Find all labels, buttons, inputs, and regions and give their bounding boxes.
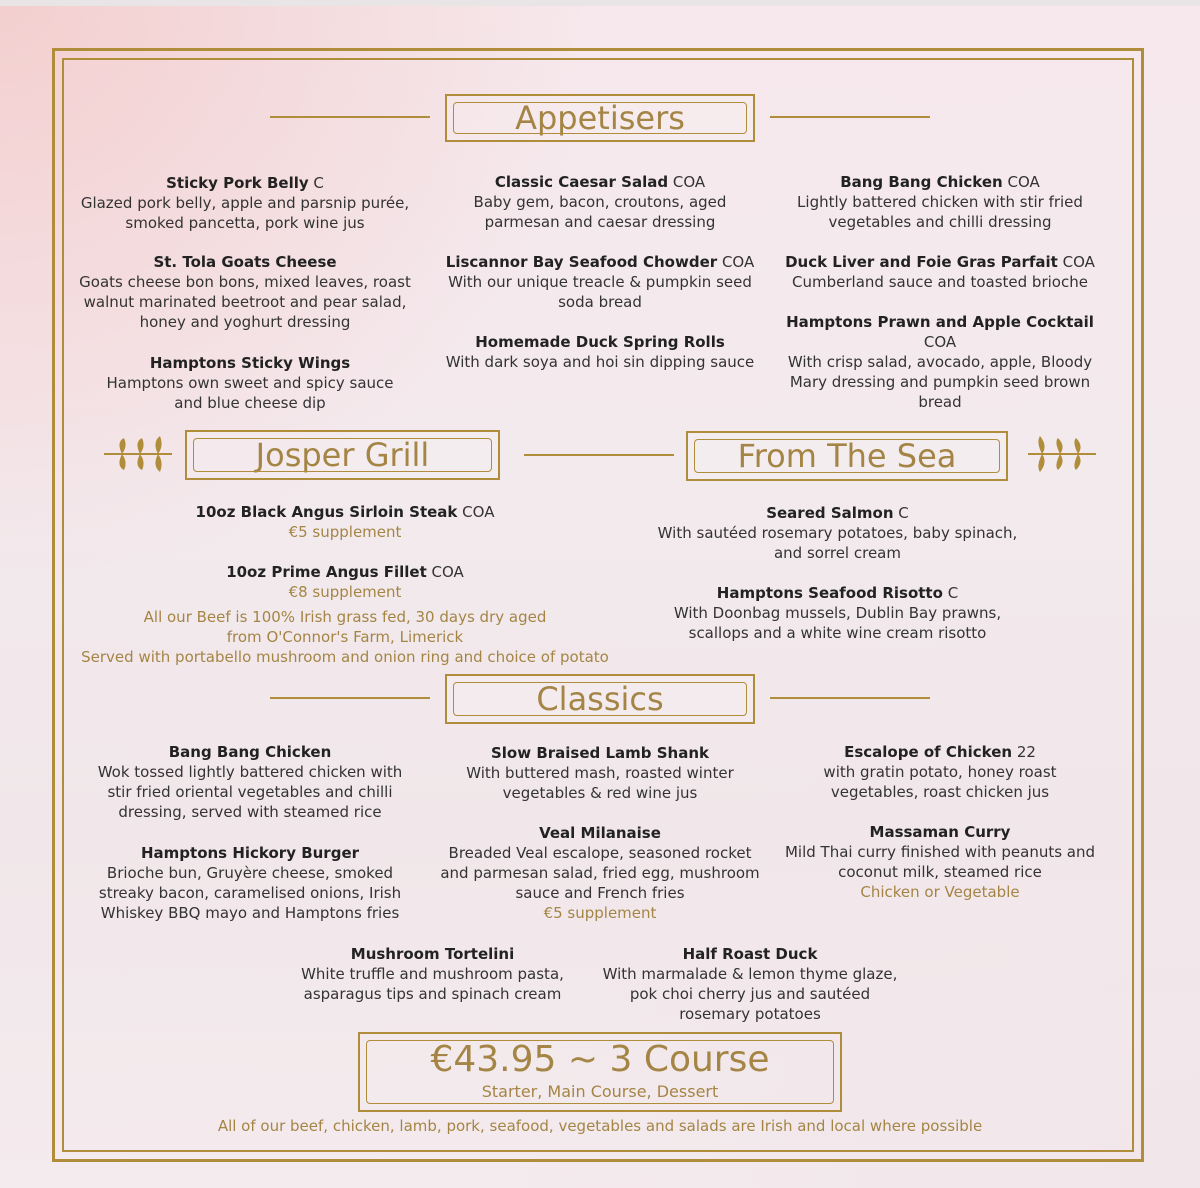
- menu-item: [90, 742, 410, 822]
- divider-line: [524, 454, 674, 456]
- item-name: Half Roast Duck: [682, 945, 818, 963]
- menu-item: [170, 502, 520, 542]
- menu-item: [440, 252, 760, 312]
- item-desc: Wok tossed lightly battered chicken with stir fried oriental vegetables and chilli dressing, served with steamed rice: [97, 763, 403, 821]
- item-code: C: [313, 174, 324, 192]
- top-edge: [0, 0, 1200, 6]
- divider-line: [770, 116, 930, 118]
- menu-item: [785, 172, 1095, 232]
- item-name: Hamptons Prawn and Apple Cocktail: [786, 313, 1094, 331]
- menu-item: [775, 822, 1105, 902]
- item-name: Escalope of Chicken: [844, 743, 1013, 761]
- menu-item: [440, 172, 760, 232]
- item-name: Bang Bang Chicken: [168, 743, 332, 761]
- item-code: COA: [431, 563, 464, 581]
- item-name: 10oz Prime Angus Fillet: [226, 563, 427, 581]
- item-desc: Cumberland sauce and toasted brioche: [792, 273, 1088, 291]
- menu-item: [670, 583, 1005, 643]
- item-name: Hamptons Seafood Risotto: [716, 584, 943, 602]
- item-name: Sticky Pork Belly: [166, 174, 309, 192]
- divider-line: [270, 116, 430, 118]
- item-name: Liscannor Bay Seafood Chowder: [445, 253, 718, 271]
- item-desc: Mild Thai curry finished with peanuts and coconut milk, steamed rice: [784, 843, 1096, 881]
- menu-item: [170, 562, 520, 602]
- menu-item: [90, 843, 410, 923]
- served-with-note: Served with portabello mushroom and onion ring and choice of potato: [81, 648, 609, 666]
- item-desc: With sautéed rosemary potatoes, baby spinach, and sorrel cream: [657, 524, 1018, 562]
- item-name: Duck Liver and Foie Gras Parfait: [785, 253, 1058, 271]
- item-name: Hamptons Hickory Burger: [140, 844, 360, 862]
- menu-item: [655, 503, 1020, 563]
- item-name: Classic Caesar Salad: [494, 173, 669, 191]
- heading-from-the-sea: From The Sea: [686, 431, 1008, 481]
- item-desc: Baby gem, bacon, croutons, aged parmesan and caesar dressing: [473, 193, 727, 231]
- price-main: €43.95 ~ 3 Course: [430, 1039, 770, 1080]
- item-name: Veal Milanaise: [539, 824, 661, 842]
- item-supplement: €8 supplement: [288, 583, 402, 601]
- item-desc: With buttered mash, roasted winter vegetables & red wine jus: [466, 764, 734, 802]
- menu-item: [75, 252, 415, 332]
- menu-item: [790, 742, 1090, 802]
- item-desc: Goats cheese bon bons, mixed leaves, roast walnut marinated beetroot and pear salad, honey and yoghurt dressing: [79, 273, 411, 331]
- item-name: Homemade Duck Spring Rolls: [475, 333, 725, 351]
- menu-item: [775, 312, 1105, 412]
- item-desc: Breaded Veal escalope, seasoned rocket and parmesan salad, fried egg, mushroom sauce and French fries: [440, 844, 760, 902]
- item-name: Massaman Curry: [869, 823, 1011, 841]
- item-desc: White truffle and mushroom pasta, asparagus tips and spinach cream: [301, 965, 564, 1003]
- footer-note: All of our beef, chicken, lamb, pork, seafood, vegetables and salads are Irish and local where possible: [217, 1117, 983, 1135]
- menu-item: [600, 944, 900, 1024]
- item-code: COA: [672, 173, 706, 191]
- divider-line: [270, 697, 430, 699]
- item-name: Slow Braised Lamb Shank: [490, 744, 709, 762]
- item-code: COA: [462, 503, 495, 521]
- item-desc: With Doonbag mussels, Dublin Bay prawns, scallops and a white wine cream risotto: [673, 604, 1002, 642]
- item-desc: With dark soya and hoi sin dipping sauce: [445, 353, 755, 371]
- item-code: COA: [721, 253, 755, 271]
- item-code: C: [947, 584, 959, 602]
- menu-item: [455, 743, 745, 803]
- item-supplement: €5 supplement: [543, 904, 657, 922]
- item-desc: With crisp salad, avocado, apple, Bloody Mary dressing and pumpkin seed brown bread: [787, 353, 1093, 411]
- item-name: Hamptons Sticky Wings: [149, 354, 351, 372]
- menu-item: [775, 252, 1105, 292]
- item-desc: With marmalade & lemon thyme glaze, pok choi cherry jus and sautéed rosemary potatoes: [602, 965, 898, 1023]
- heading-classics: Classics: [445, 674, 755, 724]
- item-code: 22: [1016, 743, 1036, 761]
- beef-note: All our Beef is 100% Irish grass fed, 30 days dry aged from O'Connor's Farm, Limerick: [143, 608, 547, 646]
- item-desc: Lightly battered chicken with stir fried vegetables and chilli dressing: [797, 193, 1083, 231]
- item-desc: With our unique treacle & pumpkin seed soda bread: [448, 273, 752, 311]
- item-supplement: €5 supplement: [288, 523, 402, 541]
- item-code: C: [898, 504, 909, 522]
- menu-item: [440, 823, 760, 923]
- heading-appetisers: Appetisers: [445, 94, 755, 142]
- divider-line: [770, 697, 930, 699]
- heading-josper-grill: Josper Grill: [185, 430, 500, 480]
- item-desc: Hamptons own sweet and spicy sauce and blue cheese dip: [106, 374, 394, 412]
- item-desc: Brioche bun, Gruyère cheese, smoked streaky bacon, caramelised onions, Irish Whiskey BBQ mayo and Hamptons fries: [98, 864, 402, 922]
- item-name: Mushroom Tortelini: [350, 945, 515, 963]
- item-option: Chicken or Vegetable: [860, 883, 1020, 901]
- menu-item: [290, 944, 575, 1004]
- item-name: St. Tola Goats Cheese: [153, 253, 337, 271]
- menu-item: [75, 173, 415, 233]
- menu-item: [430, 332, 770, 372]
- price-courses: Starter, Main Course, Dessert: [481, 1082, 719, 1101]
- item-code: COA: [1007, 173, 1040, 191]
- sprig-ornament-icon: [1018, 432, 1098, 472]
- item-desc: Glazed pork belly, apple and parsnip purée, smoked pancetta, pork wine jus: [80, 194, 410, 232]
- item-name: Seared Salmon: [766, 504, 894, 522]
- menu-item: [95, 353, 405, 413]
- price-box: [358, 1032, 842, 1112]
- item-name: 10oz Black Angus Sirloin Steak: [195, 503, 458, 521]
- item-name: Bang Bang Chicken: [840, 173, 1003, 191]
- item-desc: with gratin potato, honey roast vegetables, roast chicken jus: [823, 763, 1057, 801]
- item-code: COA: [1062, 253, 1095, 271]
- item-code: COA: [923, 333, 957, 351]
- sprig-ornament-icon: [102, 432, 182, 472]
